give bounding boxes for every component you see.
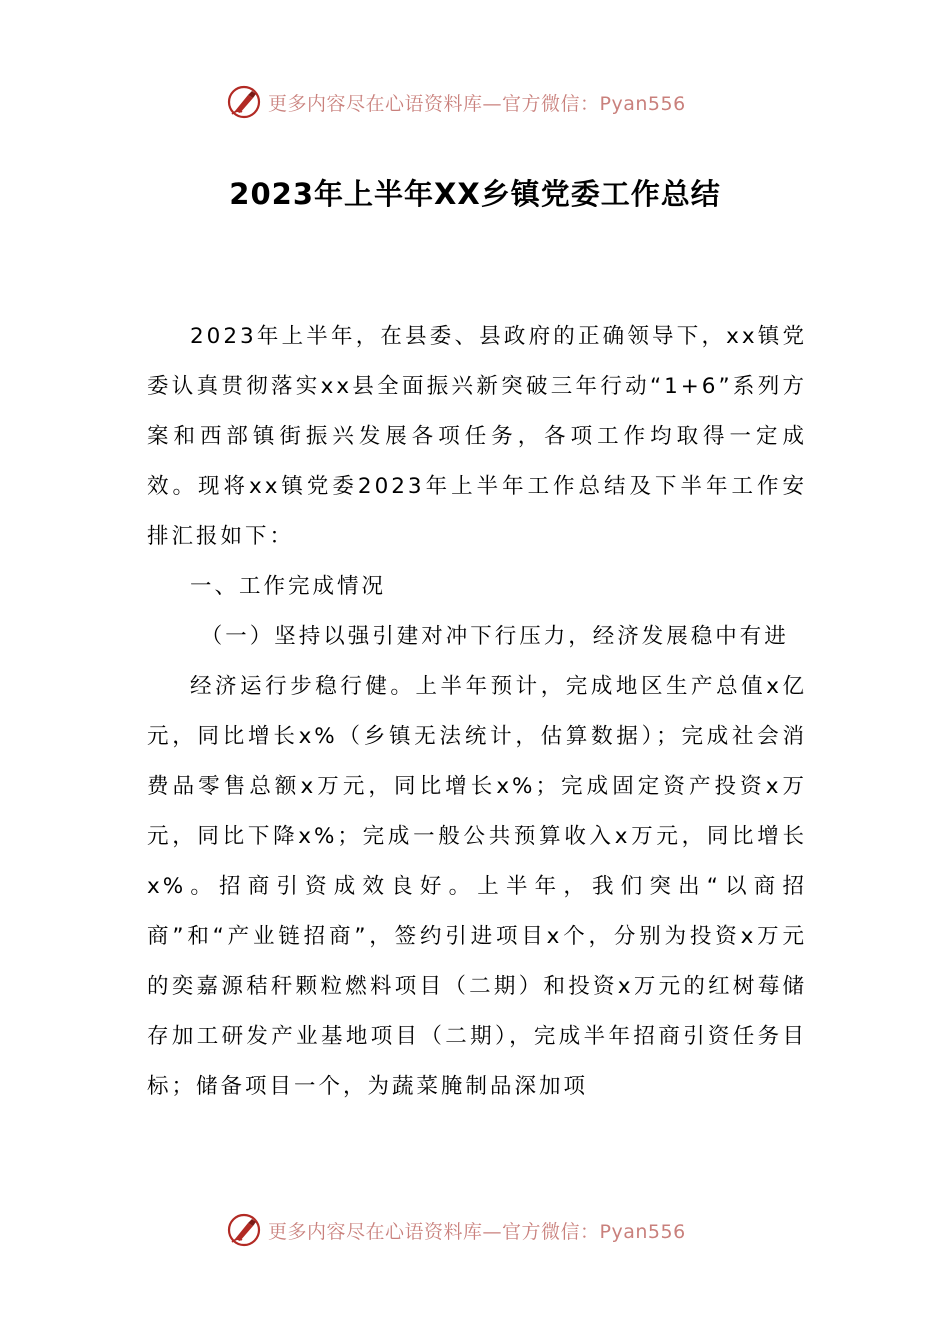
intro-paragraph: 2023年上半年，在县委、县政府的正确领导下，xx镇党委认真贯彻落实xx县全面振兴新突破三年行动“1+6”系列方案和西部镇街振兴发展各项任务，各项工作均取得一定成效。现将xx镇党委2023年上半年工作总结及下半年工作安排汇报如下： bbox=[147, 324, 807, 549]
subsection-heading: （一）坚持以强引建对冲下行压力，经济发展稳中有进 bbox=[200, 624, 789, 649]
pen-nib-icon bbox=[226, 1212, 262, 1248]
watermark-text: 更多内容尽在心语资料库—官方微信：Pyan556 bbox=[268, 1220, 686, 1243]
document-body bbox=[147, 312, 807, 1112]
header-watermark bbox=[0, 80, 950, 124]
pen-nib-icon bbox=[226, 84, 262, 120]
wechat-id: Pyan556 bbox=[599, 1220, 686, 1243]
watermark-text: 更多内容尽在心语资料库—官方微信：Pyan556 bbox=[268, 92, 686, 115]
wechat-id: Pyan556 bbox=[599, 92, 686, 115]
document-title: 2023年上半年XX乡镇党委工作总结 bbox=[229, 177, 721, 211]
section-heading: 一、工作完成情况 bbox=[190, 574, 387, 599]
footer-watermark bbox=[0, 1208, 950, 1252]
body-paragraph: 经济运行步稳行健。上半年预计，完成地区生产总值x亿元，同比增长x%（乡镇无法统计，估算数据）；完成社会消费品零售总额x万元，同比增长x%；完成固定资产投资x万元，同比下降x%；完成一般公共预算收入x万元，同比增长x%。招商引资成效良好。上半年，我们突出“以商招商”和“产业链招商”，签约引进项目x个，分别为投资x万元的奕嘉源秸秆颗粒燃料项目（二期）和投资x万元的红树莓储存加工研发产业基地项目（二期），完成半年招商引资任务目标；储备项目一个，为蔬菜腌制品深加项 bbox=[147, 674, 807, 1099]
